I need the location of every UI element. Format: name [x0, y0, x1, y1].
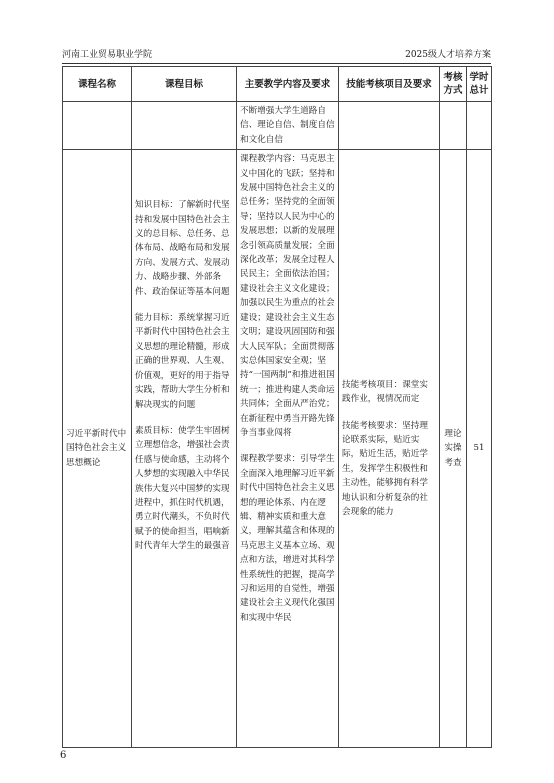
skill-requirements: 技能考核要求：坚持理论联系实际，贴近实际，贴近生活，贴近学生，发挥学生积极性和主动性，能够拥有科学地认识和分析复杂的社会现象的能力	[342, 420, 428, 518]
empty-cell	[339, 102, 440, 150]
total-hours: 51	[473, 443, 485, 454]
course-name: 习近平新时代中国特色社会主义思想概论	[66, 429, 127, 468]
col-header-course-goal: 课程目标	[132, 67, 237, 102]
empty-cell	[132, 102, 237, 150]
page-number: 6	[60, 750, 67, 761]
assessment-mode: 理论实操考查	[444, 429, 462, 468]
assessment-mode-cell	[440, 150, 467, 748]
col-header-assessment-mode	[440, 67, 467, 102]
col-header-assessment-mode-line2: 方式	[443, 85, 463, 96]
goal-ability: 能力目标：系统掌握习近平新时代中国特色社会主义思想的理论精髓，形成正确的世界观、人生观、价值观，更好的用于指导实践，帮助大学生分析和解决现实的问题	[135, 313, 230, 410]
col-header-course-name: 课程名称	[63, 67, 132, 102]
col-header-main-content: 主要教学内容及要求	[237, 67, 339, 102]
header-rule	[62, 63, 491, 64]
col-header-skill-assessment: 技能考核项目及要求	[339, 67, 440, 102]
col-header-assessment-mode-line1: 考核	[443, 72, 463, 83]
institution-name: 河南工业贸易职业学院	[62, 50, 153, 60]
empty-cell	[467, 102, 492, 150]
main-content-cell	[237, 150, 339, 748]
empty-cell	[440, 102, 467, 150]
goal-knowledge: 知识目标：了解新时代坚持和发展中国特色社会主义的总目标、总任务、总体布局、战略布局和发展方向、发展方式、发展动力、战略步骤、外部条件、政治保证等基本问题	[135, 200, 230, 297]
skill-items: 技能考核项目：课堂实践作业，视情况而定	[342, 379, 428, 405]
table-row	[63, 150, 492, 748]
col-header-total-hours	[467, 67, 492, 102]
skill-assessment-cell	[339, 150, 440, 748]
continued-content-cell	[237, 102, 339, 150]
continued-content-text: 不断增强大学生道路自信、理论自信、制度自信和文化自信	[240, 106, 335, 145]
curriculum-table	[62, 66, 492, 748]
goal-quality: 素质目标：使学生牢固树立理想信念，增强社会责任感与使命感，主动将个人梦想的实现融入中华民族伟大复兴中国梦的实现进程中，抓住时代机遇，勇立时代潮头，不负时代赋予的使命担当，唱响新时代青年大学生的最强音	[135, 425, 230, 552]
empty-cell	[63, 102, 132, 150]
table-row-continued	[63, 102, 492, 150]
course-goal-cell	[132, 150, 237, 748]
document-title: 2025级人才培养方案	[405, 50, 491, 60]
total-hours-cell	[467, 150, 492, 748]
col-header-total-hours-line1: 学时	[469, 72, 489, 83]
course-name-cell	[63, 150, 132, 748]
content-topics: 课程教学内容：马克思主义中国化的飞跃；坚持和发展中国特色社会主义的总任务；坚持党的全面领导；坚持以人民为中心的发展思想；以新的发展理念引领高质量发展；全面深化改革；发展全过程人民民主；全面依法治国；建设社会主义文化建设；加强以民生为重点的社会建设；建设社会主义生态文明；建设巩固国防和强大人民军队；全面贯彻落实总体国家安全观；坚持“一国两制”和推进祖国统一；推进构建人类命运共同体；全面从严治党；在新征程中勇当开路先锋争当事业闯将	[240, 154, 335, 438]
col-header-total-hours-line2: 总计	[469, 85, 489, 96]
table-header-row	[63, 67, 492, 102]
content-requirements: 课程教学要求：引导学生全面深入地理解习近平新时代中国特色社会主义思想的理论体系、内在逻辑、精神实质和重大意义，理解其蕴含和体现的马克思主义基本立场、观点和方法，增进对其科学性系统性的把握，提高学习和运用的自觉性，增强建设社会主义现代化强国和实现中华民	[240, 454, 335, 623]
